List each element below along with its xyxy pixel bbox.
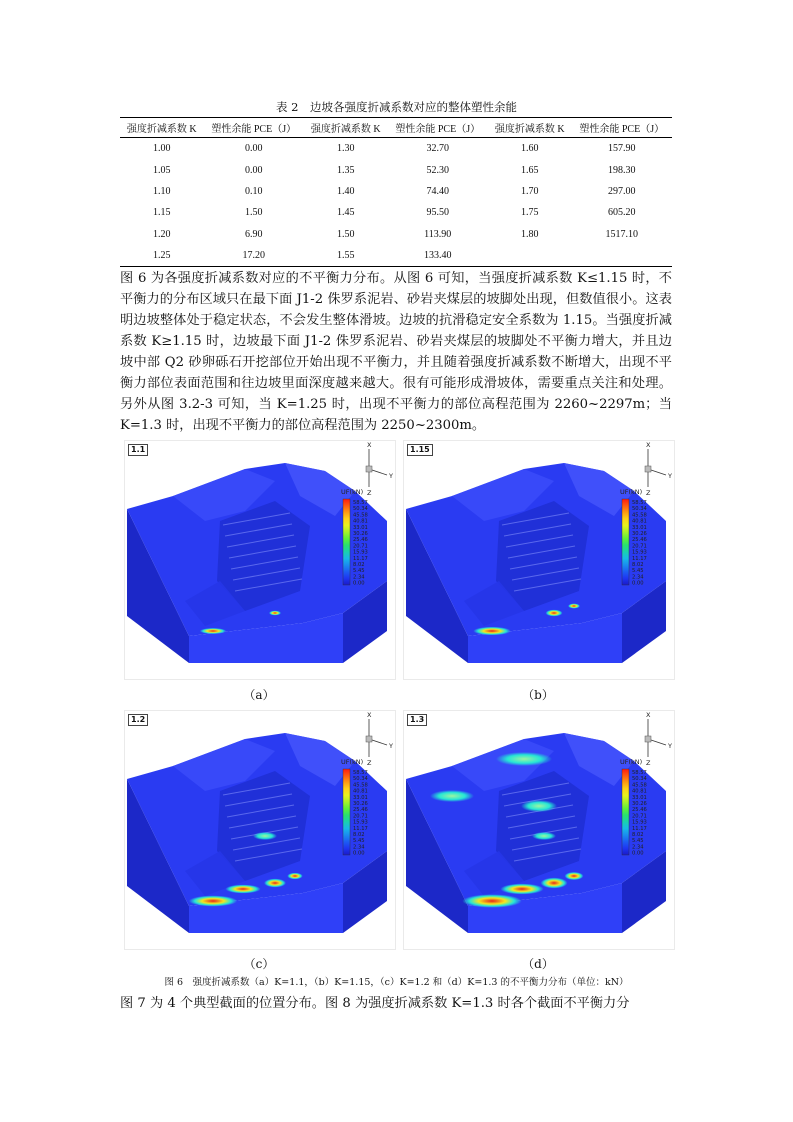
table-cell: 113.90	[424, 228, 452, 240]
figure-panel-b	[403, 440, 675, 680]
axis-x-label: X	[367, 711, 372, 719]
axis-z-label: Z	[646, 759, 651, 767]
legend-tick-label: 58.57	[632, 770, 647, 776]
axis-x-label: X	[646, 441, 651, 449]
legend-tick-label: 30.26	[632, 801, 647, 807]
legend-colorbar	[343, 499, 350, 585]
legend-tick-label: 33.01	[632, 794, 647, 801]
legend-tick-label: 40.81	[353, 788, 368, 795]
legend-tick-label: 5.45	[353, 568, 365, 575]
axis-origin-cube	[645, 466, 651, 472]
table-row	[120, 224, 672, 245]
slope-model-render	[125, 441, 395, 679]
legend-tick-label: 0.00	[632, 850, 644, 857]
table-cell: 1.20	[153, 228, 171, 240]
unbalanced-force-hotspot	[269, 611, 281, 616]
legend-title: UF(kN)	[620, 488, 643, 496]
table-cell: 1.10	[153, 185, 171, 197]
slope-model-render	[404, 711, 674, 949]
legend-tick-label: 15.93	[353, 549, 368, 556]
axis-origin-cube	[645, 736, 651, 742]
legend-tick-label: 0.00	[632, 580, 644, 587]
legend-tick-label: 20.71	[353, 813, 368, 820]
unbalanced-force-hotspot	[225, 885, 260, 894]
legend-tick-label: 15.93	[353, 819, 368, 826]
legend-tick-label: 2.34	[632, 844, 644, 851]
legend-tick-label: 5.45	[353, 838, 365, 845]
table-cell: 1.35	[336, 164, 355, 176]
table-cell: 1.30	[336, 143, 355, 155]
legend-title: UF(kN)	[341, 488, 364, 496]
unbalanced-force-hotspot	[541, 878, 568, 889]
table-cell: 0.10	[244, 185, 263, 197]
legend-tick-label: 20.71	[632, 813, 647, 820]
table-row	[120, 138, 672, 160]
body-paragraph: 图 6 为各强度折减系数对应的不平衡力分布。从图 6 可知，当强度折减系数 K≤1.15 时，不平衡力的分布区域只在最下面 J1-2 侏罗系泥岩、砂岩夹煤层的坡脚处出现，但数值很小。这表明边坡整体处于稳定状态，不会发生整体滑坡。边坡的抗滑稳定安全系数为 1.15。当强度折减系数 K≥1.15 时，边坡最下面 J1-2 侏罗系泥岩、砂岩夹煤层的坡脚处不平衡力增大，并且边坡中部 Q2 砂卵砾石开挖部位开始出现不平衡力，并且随着强度折减系数不断增大，出现不平衡力部位表面范围和往边坡里面深度越来越大。很有可能形成滑坡体，需要重点关注和处理。另外从图 3.2-3 可知，当 K=1.25 时，出现不平衡力的部位高程范围为 2260~2297m；当 K=1.3 时，出现不平衡力的部位高程范围为 2250~2300m。	[120, 271, 672, 433]
axis-origin-cube	[366, 736, 372, 742]
legend-tick-label: 0.00	[353, 580, 365, 587]
axis-y-label: Y	[389, 742, 393, 750]
figure-panel-d	[403, 710, 675, 950]
legend-tick-label: 8.02	[353, 562, 365, 568]
legend-tick-label: 15.93	[632, 549, 647, 556]
table-cell: 17.20	[204, 245, 304, 267]
table-cell: 1.05	[153, 164, 171, 176]
legend-tick-label: 30.26	[353, 801, 368, 807]
panel-tag: 1.3	[407, 714, 427, 726]
table-cell: 1.70	[520, 185, 539, 197]
panel-label-c: （c）	[243, 957, 275, 971]
unbalanced-force-hotspot	[462, 894, 521, 908]
table-cell: 1.00	[153, 143, 171, 155]
table-row	[120, 202, 672, 223]
axis-z-label: Z	[646, 489, 651, 497]
legend-colorbar	[343, 769, 350, 855]
table-header: 塑性余能 PCE（J）	[204, 118, 304, 138]
body-paragraph: 图 7 为 4 个典型截面的位置分布。图 8 为强度折减系数 K=1.3 时各个截面不平衡力分	[120, 996, 630, 1011]
table-cell: 1.45	[336, 207, 355, 219]
table-cell: 1517.10	[605, 228, 638, 240]
unbalanced-force-zone	[253, 832, 277, 840]
table-cell: 1.65	[520, 164, 539, 176]
legend-tick-label: 45.58	[632, 512, 647, 519]
legend-tick-label: 40.81	[353, 518, 368, 525]
legend-tick-label: 33.01	[353, 524, 368, 531]
figure-panel-c	[124, 710, 396, 950]
table-row	[120, 181, 672, 202]
legend-tick-label: 58.57	[632, 500, 647, 506]
legend-colorbar	[622, 499, 629, 585]
legend-tick-label: 58.57	[353, 770, 368, 776]
panel-label-a: （a）	[243, 688, 275, 702]
legend-tick-label: 25.46	[632, 537, 647, 544]
table-cell: 0.00	[244, 143, 263, 155]
legend-tick-label: 2.34	[632, 574, 644, 581]
table-cell: 297.00	[607, 185, 636, 197]
legend-tick-label: 15.93	[632, 819, 647, 826]
unbalanced-force-hotspot	[473, 627, 510, 636]
table-cell: 1.40	[336, 185, 355, 197]
legend-tick-label: 11.17	[353, 825, 368, 832]
axis-x-label: X	[646, 711, 651, 719]
legend-tick-label: 8.02	[632, 832, 644, 838]
slope-model-render	[404, 441, 674, 679]
legend-tick-label: 2.34	[353, 574, 365, 581]
legend-tick-label: 11.17	[353, 555, 368, 562]
unbalanced-force-hotspot	[287, 873, 302, 880]
table-cell	[488, 245, 572, 267]
panel-tag: 1.2	[128, 714, 148, 726]
table-cell: 1.25	[120, 245, 204, 267]
unbalanced-force-zone	[430, 790, 474, 802]
unbalanced-force-hotspot	[565, 872, 584, 880]
table-caption: 表 2 边坡各强度折减系数对应的整体塑性余能	[276, 100, 517, 114]
figure-caption: 图 6 强度折减系数（a）K=1.1，（b）K=1.15，（c）K=1.2 和（d）K=1.3 的不平衡力分布（单位：kN）	[164, 977, 629, 988]
legend-tick-label: 25.46	[632, 807, 647, 814]
unbalanced-force-hotspot	[568, 603, 580, 608]
legend-tick-label: 58.57	[353, 500, 368, 506]
axis-y-label: Y	[668, 742, 672, 750]
table-cell: 1.80	[520, 228, 539, 240]
unbalanced-force-zone	[532, 832, 556, 840]
axis-y-label: Y	[668, 472, 672, 480]
table-cell: 605.20	[607, 207, 636, 219]
table-header-row	[120, 118, 672, 138]
legend-tick-label: 40.81	[632, 518, 647, 525]
table-header: 塑性余能 PCE（J）	[571, 118, 672, 138]
legend-tick-label: 50.34	[632, 506, 647, 513]
legend-tick-label: 50.34	[353, 776, 368, 783]
table-cell: 52.30	[426, 164, 449, 176]
legend-tick-label: 20.71	[632, 543, 647, 550]
panel-tag: 1.15	[407, 444, 433, 456]
table-cell: 0.00	[244, 164, 263, 176]
axis-y-label: Y	[389, 472, 393, 480]
axis-origin-cube	[366, 466, 372, 472]
legend-tick-label: 0.00	[353, 850, 365, 857]
table-cell: 1.50	[336, 228, 355, 240]
legend-tick-label: 30.26	[353, 531, 368, 537]
legend-tick-label: 40.81	[632, 788, 647, 795]
table-header: 塑性余能 PCE（J）	[387, 118, 487, 138]
table-cell: 95.50	[426, 207, 449, 219]
table-cell: 198.30	[607, 164, 636, 176]
table-cell: 1.50	[244, 207, 263, 219]
table-cell: 1.15	[153, 207, 171, 219]
legend-tick-label: 2.34	[353, 844, 365, 851]
legend-tick-label: 33.01	[632, 524, 647, 531]
axis-z-label: Z	[367, 759, 372, 767]
legend-title: UF(kN)	[620, 758, 643, 766]
table-row	[120, 159, 672, 180]
legend-tick-label: 5.45	[632, 838, 644, 845]
table-cell: 1.55	[304, 245, 388, 267]
table-row	[120, 245, 672, 267]
panel-label-b: （b）	[522, 688, 554, 702]
panel-tag: 1.1	[128, 444, 148, 456]
legend-tick-label: 33.01	[353, 794, 368, 801]
table-cell: 1.60	[520, 143, 539, 155]
legend-tick-label: 8.02	[353, 832, 365, 838]
unbalanced-force-hotspot	[200, 628, 226, 634]
pce-table	[120, 117, 672, 267]
unbalanced-force-hotspot	[500, 884, 543, 895]
table-header: 强度折减系数 K	[120, 118, 204, 138]
legend-tick-label: 45.58	[353, 782, 368, 789]
slope-model-render	[125, 711, 395, 949]
unbalanced-force-hotspot	[189, 896, 237, 907]
unbalanced-force-zone	[496, 752, 552, 766]
legend-tick-label: 11.17	[632, 555, 647, 562]
table-cell: 74.40	[426, 185, 449, 197]
legend-tick-label: 45.58	[632, 782, 647, 789]
figure-panel-a	[124, 440, 396, 680]
legend-colorbar	[622, 769, 629, 855]
legend-tick-label: 25.46	[353, 537, 368, 544]
table-cell: 32.70	[426, 143, 449, 155]
legend-tick-label: 25.46	[353, 807, 368, 814]
table-cell	[571, 245, 672, 267]
legend-tick-label: 5.45	[632, 568, 644, 575]
table-header: 强度折减系数 K	[304, 118, 388, 138]
axis-z-label: Z	[367, 489, 372, 497]
legend-tick-label: 8.02	[632, 562, 644, 568]
legend-title: UF(kN)	[341, 758, 364, 766]
unbalanced-force-hotspot	[264, 879, 286, 888]
legend-tick-label: 11.17	[632, 825, 647, 832]
legend-tick-label: 50.34	[353, 506, 368, 513]
table-cell: 157.90	[607, 143, 636, 155]
table-header: 强度折减系数 K	[488, 118, 572, 138]
panel-label-d: （d）	[522, 957, 554, 971]
legend-tick-label: 50.34	[632, 776, 647, 783]
table-cell: 133.40	[387, 245, 487, 267]
axis-x-label: X	[367, 441, 372, 449]
legend-tick-label: 20.71	[353, 543, 368, 550]
table-cell: 6.90	[244, 228, 263, 240]
legend-tick-label: 45.58	[353, 512, 368, 519]
table-cell: 1.75	[520, 207, 539, 219]
unbalanced-force-zone	[521, 800, 557, 812]
unbalanced-force-hotspot	[546, 610, 563, 617]
legend-tick-label: 30.26	[632, 531, 647, 537]
